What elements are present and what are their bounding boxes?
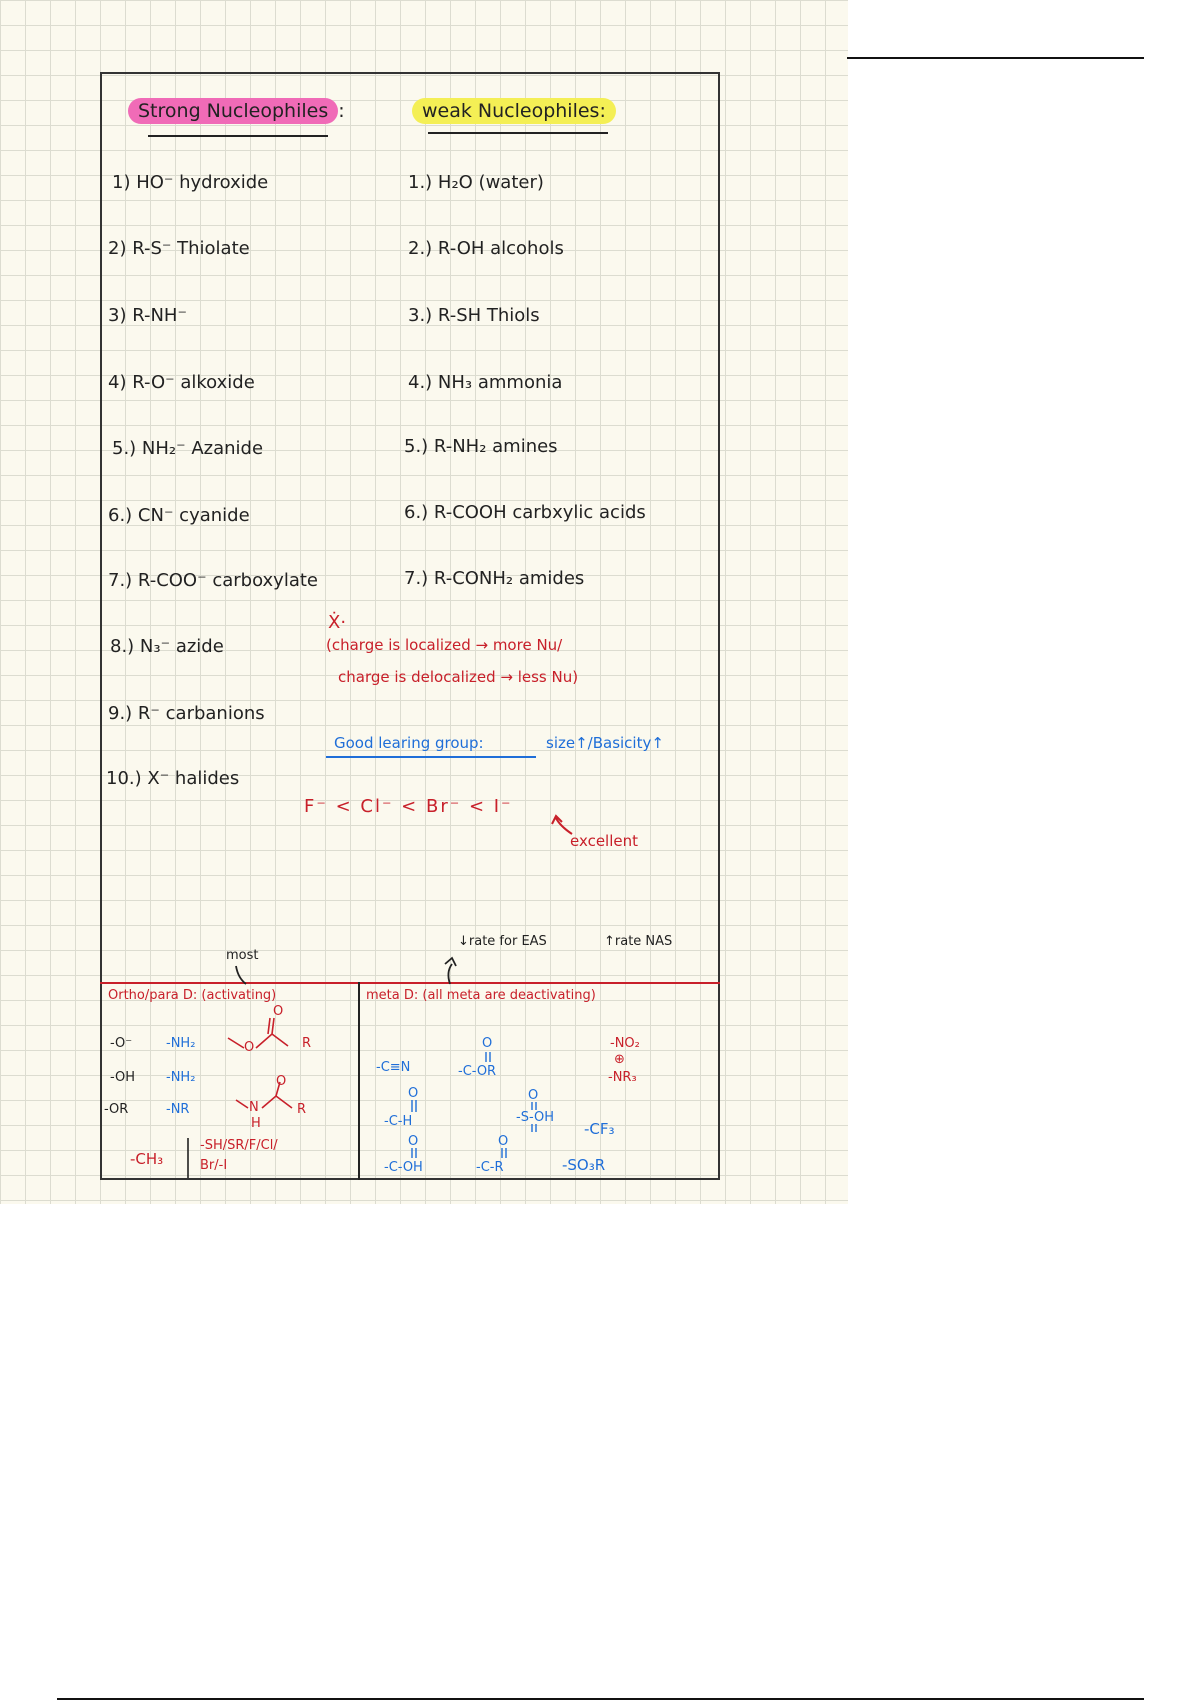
strong-item-3: 3) R-NH⁻ bbox=[108, 305, 187, 326]
meta-ketone-double-bond bbox=[502, 1148, 506, 1158]
ester-top-o: O bbox=[273, 1004, 284, 1019]
leaving-group-trend: size↑/Basicity↑ bbox=[546, 734, 664, 752]
strong-item-1: 1) HO⁻ hydroxide bbox=[112, 172, 269, 193]
strong-heading-text: Strong Nucleophiles bbox=[128, 98, 338, 124]
meta-ester-double-bond bbox=[486, 1052, 490, 1062]
heading-colon: : bbox=[338, 100, 345, 122]
excellent-arrow bbox=[556, 818, 572, 834]
weak-item-2: 2.) R-OH alcohols bbox=[408, 238, 564, 259]
strong-item-2: 2) R-S⁻ Thiolate bbox=[108, 238, 250, 259]
op-col1-2: -OH bbox=[110, 1070, 136, 1085]
meta-acid: -C-OH bbox=[384, 1160, 423, 1175]
op-col2-1: -NH₂ bbox=[166, 1036, 196, 1051]
meta-plus: ⊕ bbox=[614, 1052, 625, 1067]
strong-item-4: 4) R-O⁻ alkoxide bbox=[108, 372, 255, 393]
halide-series: F⁻ < Cl⁻ < Br⁻ < I⁻ bbox=[304, 796, 513, 817]
weak-item-3: 3.) R-SH Thiols bbox=[408, 305, 540, 326]
meta-so3r: -SO₃R bbox=[562, 1156, 606, 1174]
ester-r: R bbox=[302, 1036, 312, 1051]
amide-o: O bbox=[276, 1074, 287, 1089]
op-col1-3: -OR bbox=[104, 1102, 129, 1117]
leaving-group-label: Good learing group: bbox=[334, 734, 484, 752]
amide-n: N bbox=[249, 1100, 259, 1115]
weak-item-5: 5.) R-NH₂ amines bbox=[404, 436, 558, 457]
strong-item-7: 7.) R-COO⁻ carboxylate bbox=[108, 570, 318, 591]
rate-eas: ↓rate for EAS bbox=[458, 934, 547, 949]
strong-item-6: 6.) CN⁻ cyanide bbox=[108, 505, 250, 526]
op-col2-2: -NH₂ bbox=[166, 1070, 196, 1085]
meta-ester: -C-OR bbox=[458, 1064, 497, 1079]
note-line-1: (charge is localized → more Nu/ bbox=[326, 636, 563, 654]
amide-bonds bbox=[236, 1082, 292, 1108]
most-arrow bbox=[236, 966, 246, 984]
meta-no2: -NO₂ bbox=[610, 1036, 640, 1051]
methyl-group: -CH₃ bbox=[130, 1150, 164, 1168]
meta-sulfonic-o: O bbox=[528, 1088, 539, 1103]
weak-item-7: 7.) R-CONH₂ amides bbox=[404, 568, 585, 589]
meta-ketone: -C-R bbox=[476, 1160, 504, 1175]
meta-aldehyde-double-bond bbox=[412, 1100, 416, 1112]
ester-bonds bbox=[228, 1018, 288, 1048]
meta-sulfonic-double-bonds bbox=[532, 1102, 536, 1132]
halogens-line-2: Br/-I bbox=[200, 1158, 228, 1173]
weak-item-1: 1.) H₂O (water) bbox=[408, 172, 544, 193]
op-col1-1: -O⁻ bbox=[110, 1036, 133, 1051]
strong-item-10: 10.) X⁻ halides bbox=[106, 768, 240, 789]
weak-item-4: 4.) NH₃ ammonia bbox=[408, 372, 563, 393]
excellent-label: excellent bbox=[570, 832, 639, 850]
meta-acid-o: O bbox=[408, 1134, 419, 1149]
weak-heading-text: weak Nucleophiles: bbox=[412, 98, 616, 124]
op-col2-3: -NR bbox=[166, 1102, 190, 1117]
most-label: most bbox=[226, 948, 259, 963]
amide-r: R bbox=[297, 1102, 307, 1117]
note-line-2: charge is delocalized → less Nu) bbox=[338, 668, 579, 686]
meta-acid-double-bond bbox=[412, 1148, 416, 1158]
strong-item-5: 5.) NH₂⁻ Azanide bbox=[112, 438, 264, 459]
strong-item-8: 8.) N₃⁻ azide bbox=[110, 636, 224, 657]
halogens-line-1: -SH/SR/F/Cl/ bbox=[200, 1138, 278, 1153]
meta-aldehyde: -C-H bbox=[384, 1114, 413, 1129]
meta-ketone-o: O bbox=[498, 1134, 509, 1149]
meta-aldehyde-o: O bbox=[408, 1086, 419, 1101]
meta-heading: meta D: (all meta are deactivating) bbox=[366, 988, 596, 1003]
ortho-para-heading: Ortho/para D: (activating) bbox=[108, 988, 277, 1003]
meta-cf3: -CF₃ bbox=[584, 1120, 615, 1138]
ester-o: O bbox=[244, 1040, 255, 1055]
rate-nas: ↑rate NAS bbox=[604, 934, 673, 949]
strong-item-9: 9.) R⁻ carbanions bbox=[108, 703, 265, 724]
meta-nr3: -NR₃ bbox=[608, 1070, 637, 1085]
meta-nitrile: -C≡N bbox=[376, 1060, 411, 1075]
weak-item-6: 6.) R-COOH carbxylic acids bbox=[404, 502, 646, 523]
note-symbol: Ẋ· bbox=[328, 612, 347, 633]
meta-arrow bbox=[448, 964, 452, 984]
meta-ester-o: O bbox=[482, 1036, 493, 1051]
amide-h: H bbox=[251, 1116, 261, 1131]
meta-sulfonic: -S-OH bbox=[516, 1110, 555, 1125]
